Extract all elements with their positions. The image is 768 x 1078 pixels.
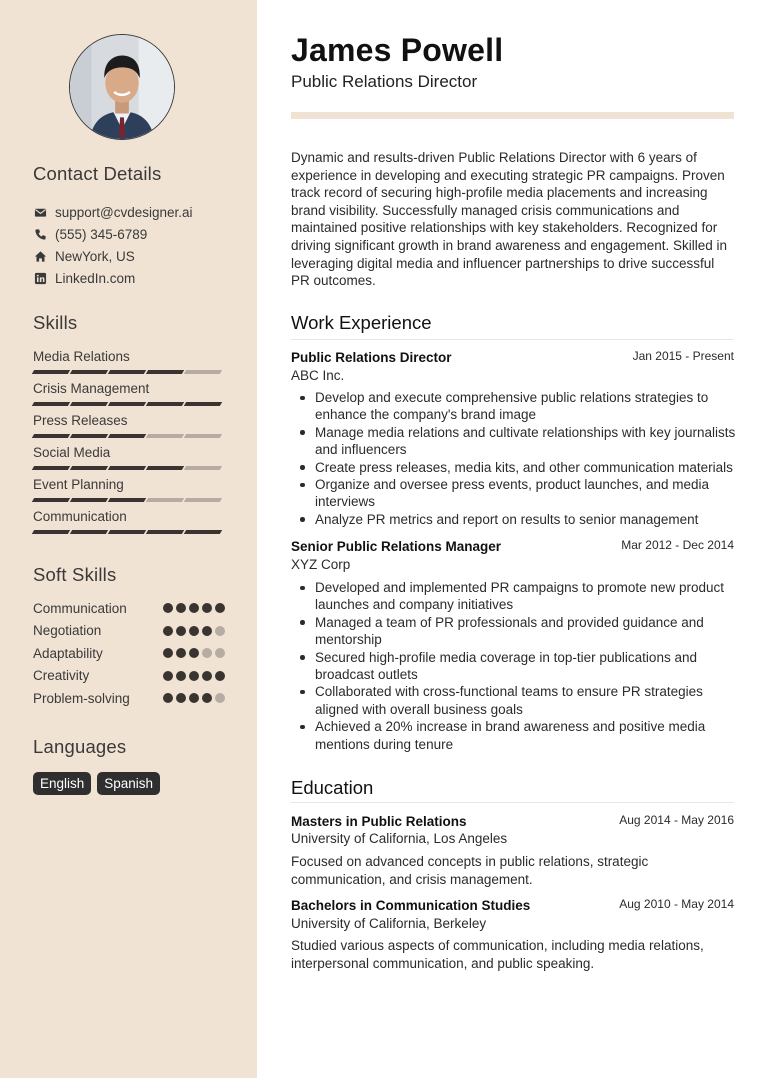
soft-skill-item — [33, 599, 225, 617]
languages-list — [33, 772, 160, 795]
job-bullet: Achieved a 20% increase in brand awareness and positive media mentions during tenure — [291, 718, 736, 753]
rating-dot-filled — [189, 693, 199, 703]
skill-level-bar — [33, 498, 223, 502]
soft-skill-item — [33, 667, 225, 685]
contact-location — [33, 246, 135, 266]
contact-phone-text: (555) 345-6789 — [55, 226, 148, 242]
profile-summary: Dynamic and results-driven Public Relations Director with 6 years of experience in developing and executing strategic PR campaigns. Proven track record of securing high-profile media placements and increasing brand visibility. Successfully managed crisis communications and maintained positive relationships with key stakeholders. Recognized for driving significant growth in brand awareness and engagement. Skilled in leveraging digital media and influencer partnerships to drive successful PR outcomes. — [291, 150, 728, 289]
soft-skill-rating — [163, 648, 225, 658]
rating-dot-empty — [215, 648, 225, 658]
skill-bar-filled — [108, 370, 146, 374]
skill-bar-filled — [146, 530, 184, 534]
skill-bar-filled — [32, 370, 70, 374]
contact-linkedin-text: LinkedIn.com — [55, 270, 136, 286]
skill-bar-filled — [146, 402, 184, 406]
phone-icon — [33, 227, 47, 241]
rating-dot-filled — [163, 603, 173, 613]
contact-location-text: NewYork, US — [55, 248, 135, 264]
rating-dot-filled — [215, 603, 225, 613]
contact-email-text: support@cvdesigner.ai — [55, 204, 193, 220]
envelope-icon — [33, 205, 47, 219]
skill-bar-filled — [70, 498, 108, 502]
rating-dot-filled — [176, 671, 186, 681]
rating-dot-filled — [202, 693, 212, 703]
skill-item — [33, 348, 223, 374]
skill-item — [33, 412, 223, 438]
candidate-role: Public Relations Director — [291, 72, 478, 91]
work-divider — [291, 339, 734, 340]
skill-item — [33, 380, 223, 406]
job-dates: Mar 2012 - Dec 2014 — [621, 538, 734, 552]
linkedin-icon — [33, 271, 47, 285]
rating-dot-filled — [202, 626, 212, 636]
job-company: ABC Inc. — [291, 368, 345, 383]
job-bullet: Manage media relations and cultivate relationships with key journalists and influencers — [291, 424, 736, 459]
rating-dot-filled — [163, 648, 173, 658]
skill-item — [33, 508, 223, 534]
skill-bar-filled — [70, 466, 108, 470]
contact-linkedin[interactable] — [33, 268, 135, 288]
rating-dot-filled — [189, 648, 199, 658]
skill-bar-filled — [32, 466, 70, 470]
job-bullet: Managed a team of PR professionals and provided guidance and mentorship — [291, 614, 736, 649]
job-bullet: Secured high-profile media coverage in top-tier publications and broadcast outlets — [291, 649, 736, 684]
skill-bar-empty — [146, 498, 184, 502]
job-bullet: Develop and execute comprehensive public relations strategies to enhance the company's brand image — [291, 389, 736, 424]
skill-level-bar — [33, 370, 223, 374]
job-bullets — [291, 579, 736, 753]
job-bullet: Developed and implemented PR campaigns to promote new product launches and company initiatives — [291, 579, 736, 614]
profile-photo — [70, 35, 174, 139]
education-divider — [291, 802, 734, 803]
school-name: University of California, Berkeley — [291, 916, 487, 931]
degree-title: Masters in Public Relations — [291, 814, 467, 829]
language-badge: Spanish — [97, 772, 160, 795]
rating-dot-filled — [176, 626, 186, 636]
skill-bar-filled — [32, 434, 70, 438]
skill-item — [33, 444, 223, 470]
job-bullet: Collaborated with cross-functional teams to ensure PR strategies aligned with overall business goals — [291, 683, 736, 718]
job-bullet: Organize and oversee press events, product launches, and media interviews — [291, 476, 736, 511]
job-title: Senior Public Relations Manager — [291, 539, 502, 554]
sidebar — [0, 0, 257, 1078]
soft-skill-label: Adaptability — [33, 645, 103, 661]
rating-dot-filled — [176, 603, 186, 613]
job-company: XYZ Corp — [291, 557, 351, 572]
rating-dot-filled — [176, 693, 186, 703]
skill-bar-filled — [70, 530, 108, 534]
contact-phone[interactable] — [33, 224, 147, 244]
rating-dot-filled — [163, 626, 173, 636]
skill-bar-filled — [108, 402, 146, 406]
skill-bar-filled — [108, 498, 146, 502]
rating-dot-empty — [215, 693, 225, 703]
rating-dot-empty — [215, 626, 225, 636]
skill-bar-empty — [184, 498, 222, 502]
soft-skill-label: Creativity — [33, 668, 90, 683]
skill-bar-filled — [32, 402, 70, 406]
skill-label: Crisis Management — [33, 381, 150, 396]
skill-level-bar — [33, 402, 223, 406]
soft-skill-rating — [163, 693, 225, 703]
rating-dot-filled — [215, 671, 225, 681]
skill-bar-empty — [184, 434, 222, 438]
contact-email[interactable] — [33, 202, 193, 222]
rating-dot-filled — [163, 671, 173, 681]
skill-bar-empty — [184, 466, 222, 470]
degree-dates: Aug 2010 - May 2014 — [619, 897, 734, 911]
skill-bar-filled — [108, 434, 146, 438]
degree-description: Studied various aspects of communication, including media relations, interpersonal communication, and public speaking. — [291, 938, 704, 971]
languages-heading: Languages — [33, 736, 127, 757]
soft-skill-item — [33, 689, 225, 707]
skill-bar-filled — [184, 402, 222, 406]
skill-bar-filled — [32, 530, 70, 534]
soft-skill-rating — [163, 671, 225, 681]
skill-bar-filled — [70, 370, 108, 374]
degree-dates: Aug 2014 - May 2016 — [619, 813, 734, 827]
skill-level-bar — [33, 434, 223, 438]
job-title: Public Relations Director — [291, 350, 452, 365]
rating-dot-empty — [202, 648, 212, 658]
job-bullets — [291, 389, 736, 528]
school-name: University of California, Los Angeles — [291, 831, 508, 846]
skill-item — [33, 476, 223, 502]
skill-bar-filled — [108, 466, 146, 470]
skill-label: Event Planning — [33, 477, 124, 492]
rating-dot-filled — [189, 671, 199, 681]
soft-skill-item — [33, 622, 225, 640]
skill-bar-filled — [32, 498, 70, 502]
skill-label: Media Relations — [33, 349, 130, 364]
job-dates: Jan 2015 - Present — [632, 349, 734, 363]
rating-dot-filled — [189, 626, 199, 636]
skill-bar-filled — [108, 530, 146, 534]
skills-heading: Skills — [33, 312, 78, 333]
soft-skill-label: Problem-solving — [33, 690, 130, 706]
education-heading: Education — [291, 777, 374, 798]
home-icon — [33, 249, 47, 263]
job-bullet: Create press releases, media kits, and other communication materials — [291, 459, 736, 476]
skill-bar-empty — [184, 370, 222, 374]
skill-label: Communication — [33, 509, 127, 524]
soft-skills-heading: Soft Skills — [33, 564, 117, 585]
skill-bar-filled — [146, 370, 184, 374]
header-accent-bar — [291, 112, 734, 119]
language-badge: English — [33, 772, 91, 795]
soft-skill-rating — [163, 626, 225, 636]
soft-skill-rating — [163, 603, 225, 613]
rating-dot-filled — [189, 603, 199, 613]
skill-label: Press Releases — [33, 413, 128, 428]
work-heading: Work Experience — [291, 312, 432, 333]
skill-level-bar — [33, 466, 223, 470]
contact-heading: Contact Details — [33, 163, 162, 184]
soft-skill-label: Communication — [33, 600, 127, 616]
skill-label: Social Media — [33, 445, 111, 460]
degree-description: Focused on advanced concepts in public relations, strategic communication, and crisis management. — [291, 854, 649, 887]
skill-bar-filled — [70, 402, 108, 406]
avatar — [69, 34, 175, 140]
skill-bar-empty — [146, 434, 184, 438]
soft-skill-label: Negotiation — [33, 623, 102, 638]
skill-bar-filled — [146, 466, 184, 470]
job-bullet: Analyze PR metrics and report on results to senior management — [291, 511, 736, 528]
rating-dot-filled — [163, 693, 173, 703]
rating-dot-filled — [202, 603, 212, 613]
soft-skill-item — [33, 644, 225, 662]
skill-bar-filled — [70, 434, 108, 438]
skill-bar-filled — [184, 530, 222, 534]
rating-dot-filled — [176, 648, 186, 658]
skill-level-bar — [33, 530, 223, 534]
degree-title: Bachelors in Communication Studies — [291, 898, 531, 913]
candidate-name: James Powell — [291, 32, 504, 68]
rating-dot-filled — [202, 671, 212, 681]
